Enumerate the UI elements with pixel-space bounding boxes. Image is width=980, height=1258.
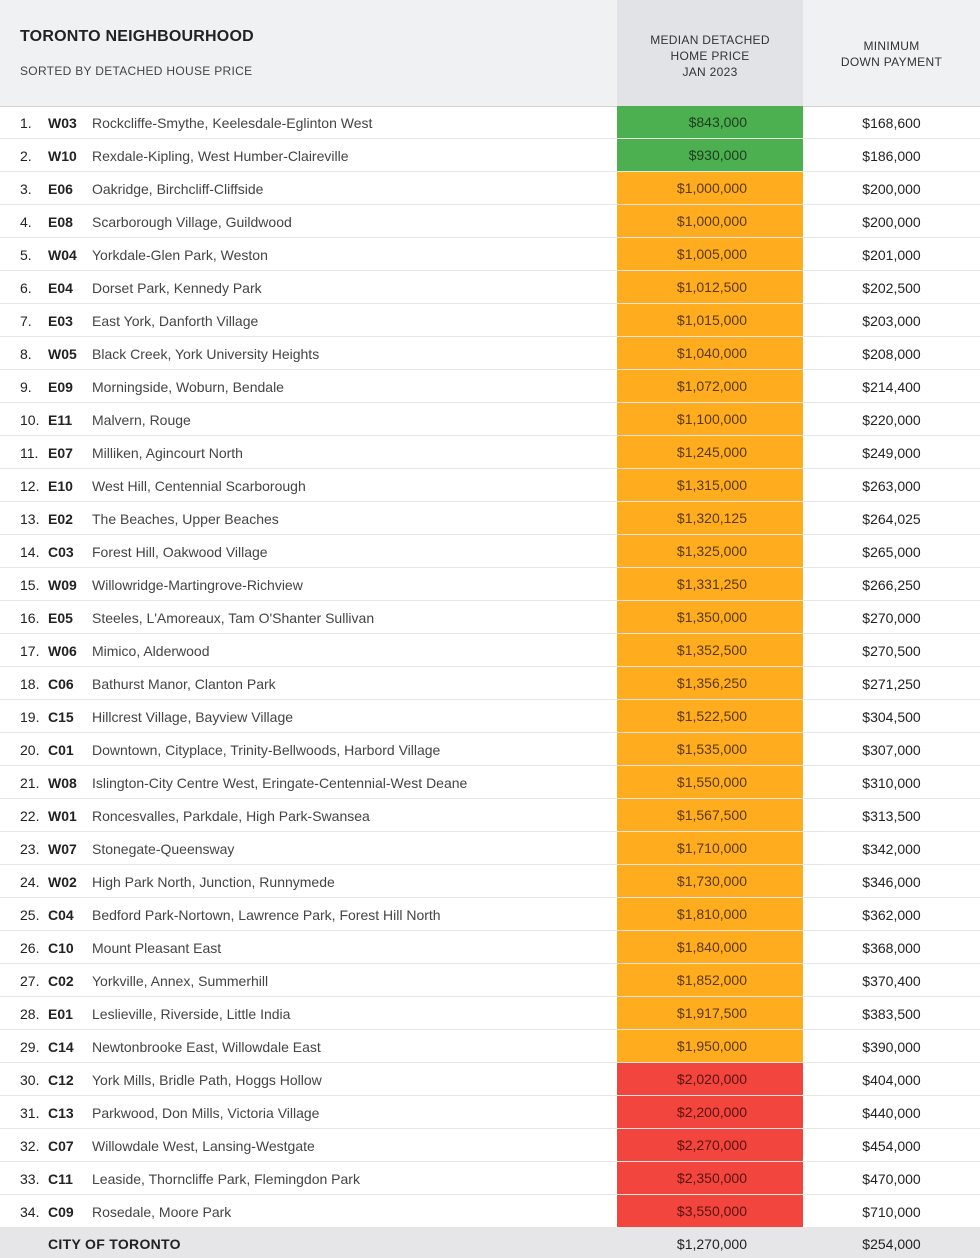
median-price-cell: $1,710,000	[617, 832, 803, 864]
row-rank: 23.	[20, 841, 40, 857]
down-payment-cell: $454,000	[862, 1138, 921, 1154]
row-rank: 26.	[20, 940, 40, 956]
city-total-down-payment: $254,000	[862, 1236, 921, 1252]
neighbourhood-name: Rexdale-Kipling, West Humber-Claireville	[92, 148, 349, 164]
down-payment-cell: $404,000	[862, 1072, 921, 1088]
table-row	[0, 172, 980, 205]
district-code: W04	[48, 247, 77, 263]
district-code: W03	[48, 115, 77, 131]
down-payment-cell: $263,000	[862, 478, 921, 494]
row-rank: 28.	[20, 1006, 40, 1022]
down-payment-column-header	[803, 38, 980, 70]
neighbourhood-name: Dorset Park, Kennedy Park	[92, 280, 262, 296]
row-rank: 17.	[20, 643, 40, 659]
median-price-cell: $1,840,000	[617, 931, 803, 963]
median-price-cell: $1,245,000	[617, 436, 803, 468]
district-code: C02	[48, 973, 74, 989]
down-payment-cell: $342,000	[862, 841, 921, 857]
down-payment-cell: $440,000	[862, 1105, 921, 1121]
median-price-cell: $1,356,250	[617, 667, 803, 699]
down-payment-cell: $390,000	[862, 1039, 921, 1055]
neighbourhood-name: Yorkville, Annex, Summerhill	[92, 973, 269, 989]
median-price-cell: $1,015,000	[617, 304, 803, 336]
median-price-cell: $2,200,000	[617, 1096, 803, 1128]
neighbourhood-name: The Beaches, Upper Beaches	[92, 511, 279, 527]
district-code: W10	[48, 148, 77, 164]
table-row	[0, 832, 980, 865]
district-code: E11	[48, 412, 73, 428]
row-rank: 13.	[20, 511, 40, 527]
neighbourhood-name: Newtonbrooke East, Willowdale East	[92, 1039, 321, 1055]
median-price-cell: $1,000,000	[617, 172, 803, 204]
city-total-price: $1,270,000	[676, 1236, 747, 1252]
median-price-cell: $1,917,500	[617, 997, 803, 1029]
neighbourhood-name: Black Creek, York University Heights	[92, 346, 320, 362]
row-rank: 25.	[20, 907, 40, 923]
row-rank: 4.	[20, 214, 32, 230]
district-code: E03	[48, 313, 73, 329]
district-code: C01	[48, 742, 74, 758]
row-rank: 2.	[20, 148, 32, 164]
table-row	[0, 304, 980, 337]
row-rank: 29.	[20, 1039, 40, 1055]
table-row	[0, 865, 980, 898]
median-price-cell: $2,270,000	[617, 1129, 803, 1161]
city-total-row	[0, 1228, 980, 1258]
median-price-cell: $1,810,000	[617, 898, 803, 930]
neighbourhood-name: Downtown, Cityplace, Trinity-Bellwoods, Harbord Village	[92, 742, 441, 758]
neighbourhood-name: Scarborough Village, Guildwood	[92, 214, 292, 230]
neighbourhood-name: Parkwood, Don Mills, Victoria Village	[92, 1105, 320, 1121]
table-row	[0, 700, 980, 733]
table-body	[0, 106, 980, 1228]
neighbourhood-name: Bedford Park-Nortown, Lawrence Park, Forest Hill North	[92, 907, 441, 923]
neighbourhood-name: Roncesvalles, Parkdale, High Park-Swansea	[92, 808, 370, 824]
neighbourhood-name: Steeles, L'Amoreaux, Tam O'Shanter Sullivan	[92, 610, 375, 626]
row-rank: 16.	[20, 610, 40, 626]
row-rank: 9.	[20, 379, 32, 395]
down-payment-cell: $202,500	[862, 280, 921, 296]
table-row	[0, 766, 980, 799]
row-rank: 7.	[20, 313, 32, 329]
median-price-cell: $930,000	[617, 139, 803, 171]
price-column-header-text	[617, 32, 803, 80]
median-price-cell: $1,950,000	[617, 1030, 803, 1062]
down-payment-cell: $470,000	[862, 1171, 921, 1187]
row-rank: 32.	[20, 1138, 40, 1154]
median-price-cell: $1,522,500	[617, 700, 803, 732]
row-rank: 20.	[20, 742, 40, 758]
table-row	[0, 634, 980, 667]
district-code: C06	[48, 676, 74, 692]
table-row	[0, 964, 980, 997]
down-payment-cell: $368,000	[862, 940, 921, 956]
district-code: C07	[48, 1138, 74, 1154]
neighbourhood-name: Bathurst Manor, Clanton Park	[92, 676, 276, 692]
down-payment-cell: $265,000	[862, 544, 921, 560]
table-row	[0, 1096, 980, 1129]
neighbourhood-name: Milliken, Agincourt North	[92, 445, 243, 461]
neighbourhood-name: Hillcrest Village, Bayview Village	[92, 709, 294, 725]
district-code: W01	[48, 808, 77, 824]
table-header	[0, 0, 980, 107]
row-rank: 22.	[20, 808, 40, 824]
table-row	[0, 205, 980, 238]
neighbourhood-name: York Mills, Bridle Path, Hoggs Hollow	[92, 1072, 322, 1088]
down-payment-cell: $168,600	[862, 115, 921, 131]
price-heading-line-3: JAN 2023	[682, 65, 738, 79]
table-row	[0, 436, 980, 469]
median-price-cell: $1,535,000	[617, 733, 803, 765]
district-code: C04	[48, 907, 74, 923]
table-row	[0, 601, 980, 634]
down-payment-cell: $271,250	[862, 676, 921, 692]
table-row	[0, 667, 980, 700]
table-row	[0, 1030, 980, 1063]
down-payment-cell: $186,000	[862, 148, 921, 164]
district-code: E01	[48, 1006, 73, 1022]
district-code: W08	[48, 775, 77, 791]
down-payment-cell: $362,000	[862, 907, 921, 923]
district-code: C11	[48, 1171, 73, 1187]
row-rank: 6.	[20, 280, 32, 296]
district-code: W09	[48, 577, 77, 593]
median-price-cell: $1,352,500	[617, 634, 803, 666]
down-payment-cell: $313,500	[862, 808, 921, 824]
neighbourhood-name: Rockcliffe-Smythe, Keelesdale-Eglinton West	[92, 115, 373, 131]
row-rank: 12.	[20, 478, 40, 494]
district-code: W06	[48, 643, 77, 659]
district-code: C09	[48, 1204, 74, 1220]
district-code: W07	[48, 841, 77, 857]
row-rank: 3.	[20, 181, 32, 197]
table-row	[0, 271, 980, 304]
median-price-cell: $2,350,000	[617, 1162, 803, 1194]
district-code: C03	[48, 544, 74, 560]
median-price-cell: $1,320,125	[617, 502, 803, 534]
table-row	[0, 733, 980, 766]
table-row	[0, 799, 980, 832]
neighbourhood-name: Willowridge-Martingrove-Richview	[92, 577, 303, 593]
neighbourhood-name: Rosedale, Moore Park	[92, 1204, 232, 1220]
median-price-cell: $1,331,250	[617, 568, 803, 600]
down-payment-cell: $310,000	[862, 775, 921, 791]
table-row	[0, 370, 980, 403]
neighbourhood-name: Oakridge, Birchcliff-Cliffside	[92, 181, 264, 197]
neighbourhood-name: Stonegate-Queensway	[92, 841, 235, 857]
table-row	[0, 139, 980, 172]
down-payment-cell: $249,000	[862, 445, 921, 461]
district-code: E04	[48, 280, 73, 296]
down-heading-line-2: DOWN PAYMENT	[840, 55, 943, 69]
table-row	[0, 535, 980, 568]
neighbourhood-name: East York, Danforth Village	[92, 313, 259, 329]
table-row	[0, 502, 980, 535]
median-price-cell: $843,000	[617, 106, 803, 138]
median-price-cell: $1,852,000	[617, 964, 803, 996]
district-code: E06	[48, 181, 73, 197]
table-row	[0, 1063, 980, 1096]
row-rank: 8.	[20, 346, 32, 362]
down-payment-cell: $266,250	[862, 577, 921, 593]
down-payment-cell: $304,500	[862, 709, 921, 725]
median-price-cell: $1,100,000	[617, 403, 803, 435]
neighbourhood-name: Leslieville, Riverside, Little India	[92, 1006, 291, 1022]
row-rank: 1.	[20, 115, 32, 131]
median-price-cell: $3,550,000	[617, 1195, 803, 1227]
down-payment-cell: $200,000	[862, 214, 921, 230]
down-payment-cell: $264,025	[862, 511, 921, 527]
median-price-cell: $1,350,000	[617, 601, 803, 633]
row-rank: 19.	[20, 709, 40, 725]
district-code: C13	[48, 1105, 74, 1121]
table-row	[0, 1129, 980, 1162]
neighbourhood-name: Mimico, Alderwood	[92, 643, 210, 659]
down-payment-cell: $208,000	[862, 346, 921, 362]
table-title: TORONTO NEIGHBOURHOOD	[20, 28, 254, 45]
median-price-cell: $1,550,000	[617, 766, 803, 798]
table-row	[0, 469, 980, 502]
district-code: E05	[48, 610, 73, 626]
row-rank: 14.	[20, 544, 40, 560]
table-row	[0, 568, 980, 601]
down-payment-cell: $307,000	[862, 742, 921, 758]
city-total-label: CITY OF TORONTO	[48, 1236, 181, 1252]
district-code: W02	[48, 874, 77, 890]
neighbourhood-name: Morningside, Woburn, Bendale	[92, 379, 284, 395]
down-payment-cell: $214,400	[862, 379, 921, 395]
row-rank: 10.	[20, 412, 40, 428]
table-row	[0, 337, 980, 370]
row-rank: 27.	[20, 973, 40, 989]
neighbourhood-name: Islington-City Centre West, Eringate-Centennial-West Deane	[92, 775, 468, 791]
table-row	[0, 106, 980, 139]
district-code: E08	[48, 214, 73, 230]
median-price-cell: $1,315,000	[617, 469, 803, 501]
neighbourhood-name: Forest Hill, Oakwood Village	[92, 544, 268, 560]
table-row	[0, 1162, 980, 1195]
district-code: E02	[48, 511, 73, 527]
neighbourhood-name: Malvern, Rouge	[92, 412, 191, 428]
median-price-cell: $1,730,000	[617, 865, 803, 897]
table-row	[0, 898, 980, 931]
district-code: E07	[48, 445, 73, 461]
row-rank: 33.	[20, 1171, 40, 1187]
price-heading-line-1: MEDIAN DETACHED	[650, 33, 770, 47]
row-rank: 30.	[20, 1072, 40, 1088]
table-row	[0, 931, 980, 964]
down-payment-cell: $383,500	[862, 1006, 921, 1022]
district-code: C12	[48, 1072, 74, 1088]
district-code: E09	[48, 379, 73, 395]
row-rank: 11.	[20, 445, 39, 461]
price-heading-line-2: HOME PRICE	[670, 49, 750, 63]
district-code: C14	[48, 1039, 74, 1055]
median-price-cell: $1,040,000	[617, 337, 803, 369]
down-payment-cell: $346,000	[862, 874, 921, 890]
neighbourhood-name: Yorkdale-Glen Park, Weston	[92, 247, 268, 263]
table-subtitle: SORTED BY DETACHED HOUSE PRICE	[20, 64, 253, 78]
down-payment-cell: $270,000	[862, 610, 921, 626]
median-price-cell: $2,020,000	[617, 1063, 803, 1095]
neighbourhood-name: Leaside, Thorncliffe Park, Flemingdon Park	[92, 1171, 360, 1187]
down-payment-cell: $200,000	[862, 181, 921, 197]
median-price-cell: $1,000,000	[617, 205, 803, 237]
down-heading-line-1: MINIMUM	[863, 39, 920, 53]
row-rank: 21.	[20, 775, 40, 791]
row-rank: 18.	[20, 676, 40, 692]
row-rank: 31.	[20, 1105, 40, 1121]
district-code: C10	[48, 940, 74, 956]
down-payment-cell: $270,500	[862, 643, 921, 659]
neighbourhood-name: West Hill, Centennial Scarborough	[92, 478, 306, 494]
down-payment-cell: $201,000	[862, 247, 921, 263]
median-price-cell: $1,005,000	[617, 238, 803, 270]
neighbourhood-name: Willowdale West, Lansing-Westgate	[92, 1138, 315, 1154]
row-rank: 34.	[20, 1204, 40, 1220]
neighbourhood-name: Mount Pleasant East	[92, 940, 222, 956]
row-rank: 24.	[20, 874, 40, 890]
row-rank: 15.	[20, 577, 40, 593]
district-code: E10	[48, 478, 73, 494]
down-payment-cell: $710,000	[862, 1204, 921, 1220]
down-payment-cell: $220,000	[862, 412, 921, 428]
median-price-cell: $1,567,500	[617, 799, 803, 831]
district-code: C15	[48, 709, 74, 725]
table-row	[0, 1195, 980, 1228]
table-row	[0, 238, 980, 271]
district-code: W05	[48, 346, 77, 362]
down-payment-cell: $370,400	[862, 973, 921, 989]
table-row	[0, 403, 980, 436]
neighbourhood-name: High Park North, Junction, Runnymede	[92, 874, 335, 890]
price-column-header	[617, 0, 803, 106]
median-price-cell: $1,012,500	[617, 271, 803, 303]
median-price-cell: $1,325,000	[617, 535, 803, 567]
table-row	[0, 997, 980, 1030]
down-payment-cell: $203,000	[862, 313, 921, 329]
row-rank: 5.	[20, 247, 32, 263]
median-price-cell: $1,072,000	[617, 370, 803, 402]
